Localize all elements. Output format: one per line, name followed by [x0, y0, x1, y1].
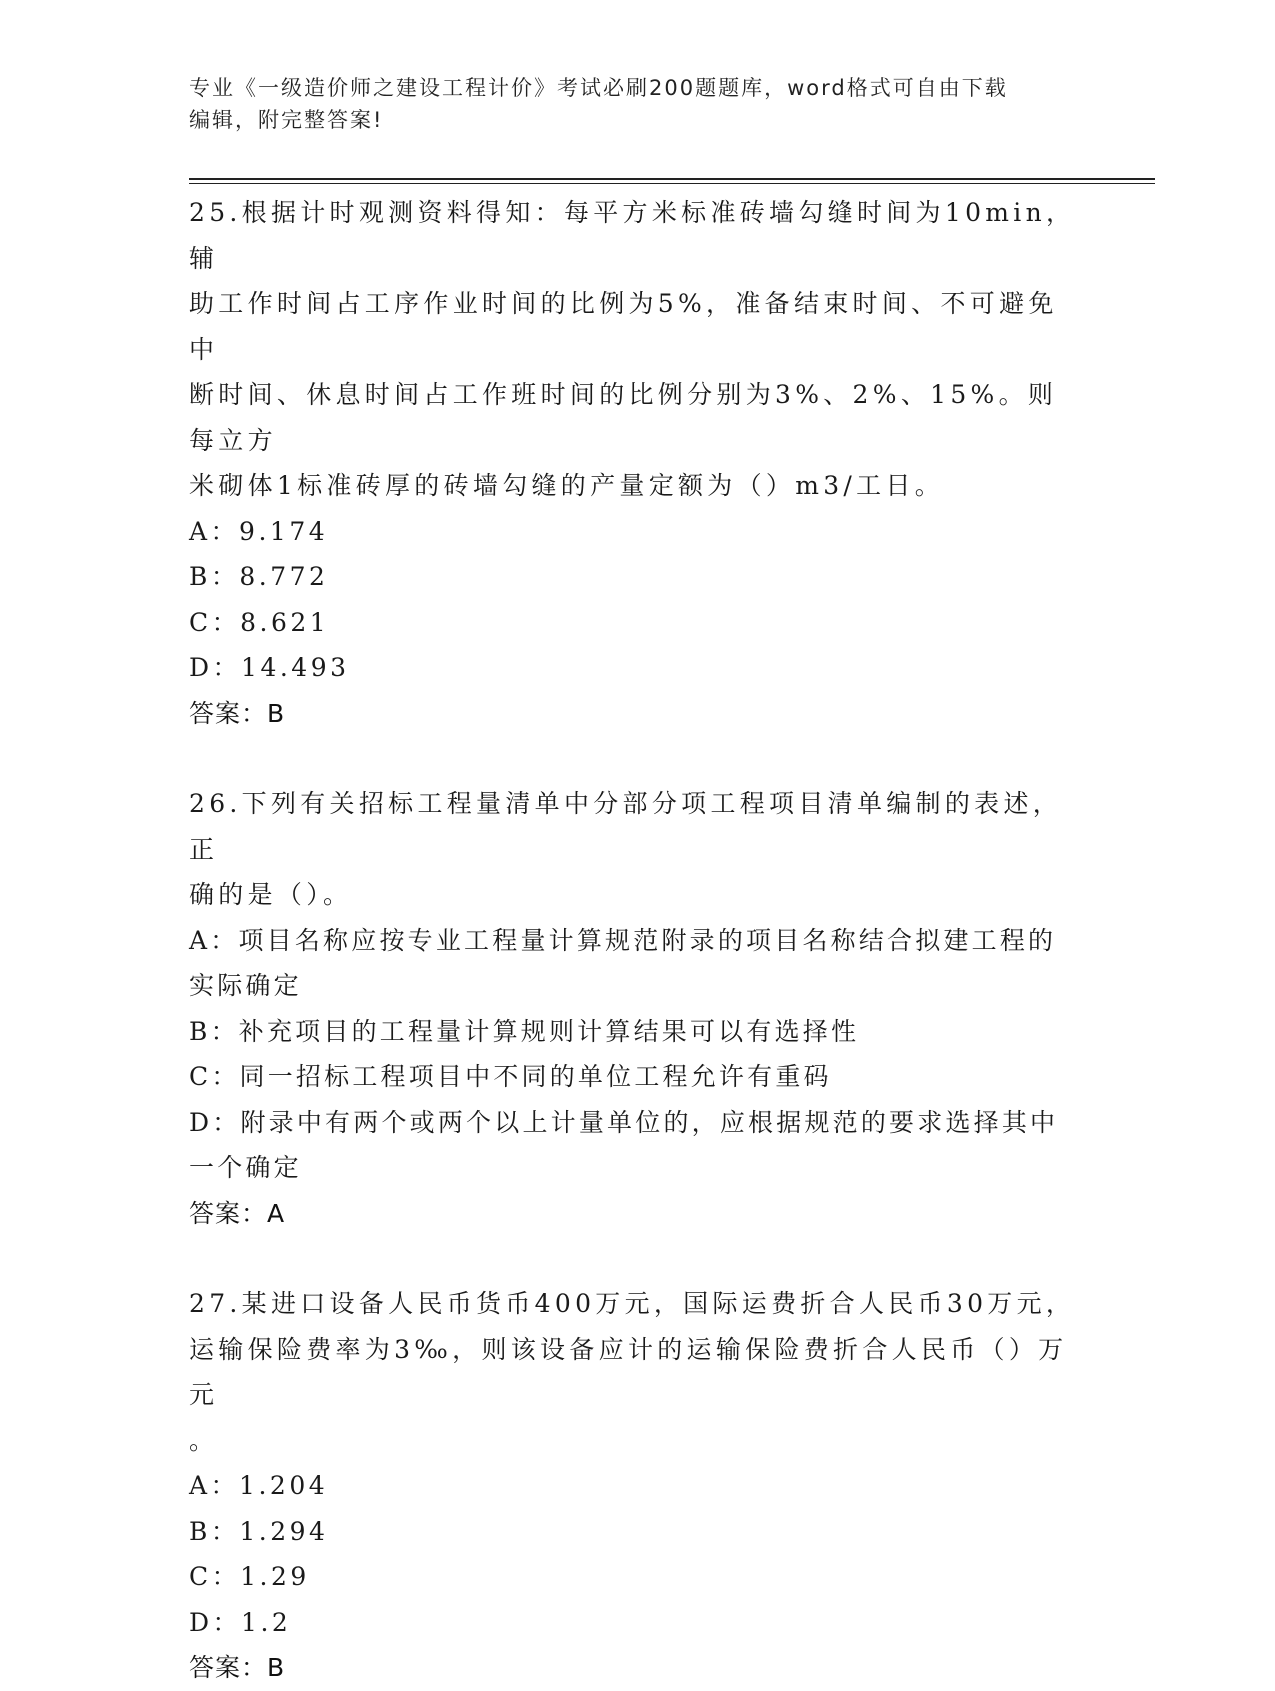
- option-a: A：1.204: [189, 1471, 329, 1500]
- question-text: [189, 190, 1079, 509]
- header-line: 专业《一级造价师之建设工程计价》考试必刷200题题库，word格式可自由下载: [189, 76, 1008, 100]
- option-line: D：附录中有两个或两个以上计量单位的，应根据规范的要求选择其中: [189, 1107, 1059, 1137]
- option-a: [189, 918, 1079, 1009]
- spacer: [189, 736, 1079, 781]
- header-line: 编辑，附完整答案!: [189, 108, 384, 132]
- header-divider: [189, 183, 1155, 184]
- question-list: [189, 190, 1079, 1691]
- option-line: 实际确定: [189, 971, 302, 1000]
- document-header: [189, 72, 1079, 136]
- question-25: [189, 190, 1079, 736]
- question-line: 米砌体1标准砖厚的砖墙勾缝的产量定额为（）m3/工日。: [189, 471, 945, 500]
- question-line: 助工作时间占工序作业时间的比例为5%，准备结束时间、不可避免中: [189, 289, 1058, 364]
- question-line: 25.根据计时观测资料得知：每平方米标准砖墙勾缝时间为10min，辅: [189, 198, 1076, 273]
- question-line: 26.下列有关招标工程量清单中分部分项工程项目清单编制的表述，正: [189, 789, 1063, 864]
- option-d: [189, 1100, 1079, 1191]
- option-b: B：补充项目的工程量计算规则计算结果可以有选择性: [189, 1016, 860, 1046]
- answer-label: 答案：B: [189, 698, 286, 728]
- option-line: A：项目名称应按专业工程量计算规范附录的项目名称结合拟建工程的: [189, 925, 1057, 955]
- question-27: [189, 1281, 1079, 1691]
- question-line: 断时间、休息时间占工作班时间的比例分别为3%、2%、15%。则每立方: [189, 380, 1058, 455]
- option-d: D：14.493: [189, 653, 350, 682]
- answer-label: 答案：B: [189, 1653, 286, 1682]
- header-divider: [189, 178, 1155, 180]
- question-line: 运输保险费率为3‰，则该设备应计的运输保险费折合人民币（）万元: [189, 1334, 1068, 1409]
- question-line: 27.某进口设备人民币货币400万元，国际运费折合人民币30万元，: [189, 1289, 1076, 1318]
- option-b: B：8.772: [189, 562, 329, 591]
- option-b: B：1.294: [189, 1516, 329, 1546]
- question-text: [189, 1281, 1079, 1463]
- question-text: [189, 781, 1079, 918]
- option-c: C：同一招标工程项目中不同的单位工程允许有重码: [189, 1062, 832, 1091]
- option-c: C：8.621: [189, 607, 330, 637]
- answer-label: 答案：A: [189, 1198, 286, 1228]
- question-line: 。: [189, 1425, 219, 1455]
- question-line: 确的是（）。: [189, 880, 353, 909]
- option-c: C：1.29: [189, 1562, 310, 1591]
- option-line: 一个确定: [189, 1153, 302, 1182]
- option-d: D：1.2: [189, 1607, 292, 1637]
- option-a: A：9.174: [189, 516, 329, 546]
- spacer: [189, 1236, 1079, 1281]
- question-26: [189, 781, 1079, 1236]
